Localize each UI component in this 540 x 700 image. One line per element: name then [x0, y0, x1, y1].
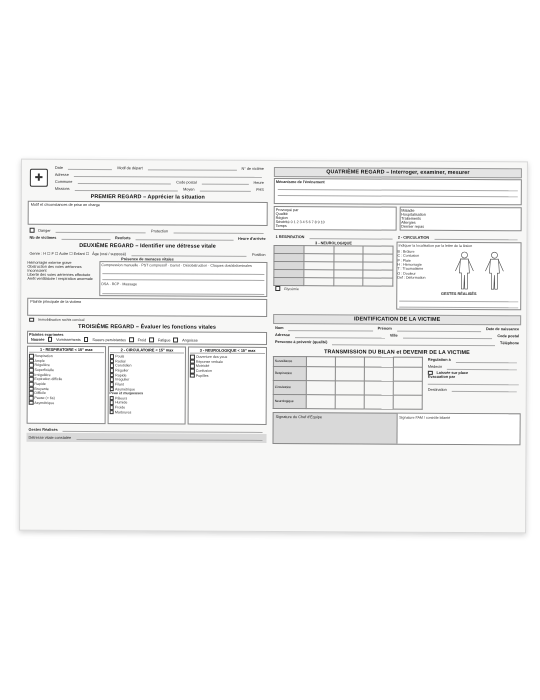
- skin-item-label: Humide: [114, 400, 128, 405]
- body-front-icon: [452, 251, 476, 291]
- neuro-items: [190, 355, 265, 379]
- neuro-item-label: Motricité: [195, 364, 210, 369]
- first-look-title: PREMIER REGARD – Apprécier la situation: [90, 194, 205, 201]
- renforts-label: Renforts: [115, 235, 131, 240]
- checkbox[interactable]: [109, 410, 114, 415]
- temps-label: Temps: [275, 224, 287, 229]
- resp-item-label: Bruyante: [34, 386, 49, 391]
- threats-label: Présence de menaces vitales: [121, 257, 174, 262]
- resp-item-label: Régulière: [34, 363, 50, 368]
- circ-title: 2 - CIRCULATOIRE < 15" max: [110, 348, 185, 353]
- surv-row-0: Surveillance: [273, 356, 306, 366]
- maladie-label: Maladie: [401, 208, 415, 213]
- qualite-label: Qualité: [275, 212, 288, 217]
- dernier-repas-label: Dernier repas: [401, 224, 425, 229]
- resp-item-label: Irrégulière: [34, 372, 51, 377]
- skin-item-label: Marbrures: [114, 410, 132, 415]
- protection-label: Protection: [151, 228, 169, 233]
- adresse-label: Adresse: [275, 333, 291, 338]
- second-look-title: DEUXIÈME REGARD – Identifier une détresse vitale: [79, 242, 216, 250]
- legend-item-1: C : Contusion: [397, 253, 420, 258]
- glycemie-label: Glycémie: [283, 286, 299, 291]
- legend-item-5: O : Douleur: [397, 271, 416, 276]
- dsa-text: DSA · RCP · Massage: [101, 282, 138, 287]
- naissance-label: Date de naissance: [485, 327, 520, 332]
- circ-item-label: Rapide: [115, 373, 127, 378]
- circ-item-label: Filant: [115, 382, 124, 387]
- detresse-label: Détresse vitale constatée: [28, 435, 72, 440]
- body-diagram[interactable]: [449, 250, 509, 292]
- gender-label: Genre : H ☐ F ☐ Autre ☐ Enfant ☐: [29, 251, 90, 257]
- medecin-label: Médecin: [427, 365, 443, 370]
- commune-label: Commune: [54, 179, 73, 184]
- allergies-label: Allergies: [401, 220, 416, 225]
- legend-item-4: T : Traumatisme: [397, 267, 424, 272]
- gestures-label: Gestes Réalisés: [28, 427, 58, 432]
- respiration-label: 1 RESPIRATION: [275, 234, 305, 240]
- fourth-look-title: QUATRIÈME REGARD – Interroger, examiner, mesurer: [274, 167, 522, 178]
- ville-label: Ville: [389, 333, 398, 338]
- respiratory-panel: [27, 346, 106, 424]
- circ-item-label: Carotidien: [115, 363, 132, 368]
- regulation-label: Régulation à: [427, 358, 451, 363]
- hemorrhage-label: Hémorragie externe grave: [27, 260, 72, 265]
- age-label: Âge (vrai / supposé): [92, 251, 127, 256]
- region-label: Région: [275, 216, 288, 221]
- circ-items: [109, 354, 184, 392]
- legend-item-3: H : Hémorragie: [397, 262, 422, 267]
- red-cross-logo-icon: ✚: [30, 169, 48, 187]
- danger-label: Danger: [38, 228, 51, 233]
- right-column: [272, 165, 522, 528]
- neuro-item-label: Confusion: [195, 368, 213, 373]
- complaint-box[interactable]: [27, 298, 267, 317]
- circulation-label: 2 - CIRCULATION: [397, 235, 430, 240]
- fhs-label: FHS: [256, 187, 264, 192]
- skin-item-3[interactable]: [109, 410, 184, 415]
- signature-label: Signature du Chef d'Équipe: [275, 414, 322, 420]
- traitements-label: Traitements: [401, 216, 422, 221]
- circumstances-label: Motif et circonstances de prise en charge: [30, 202, 100, 208]
- resp-item-label: Rapide: [34, 381, 46, 386]
- circ-item-label: Régulier: [115, 368, 129, 373]
- laisse-label: Laissée sur place: [436, 370, 469, 376]
- hospitalisation-label: Hospitalisation: [401, 212, 426, 217]
- neuro-title: 3 - NEUROLOGIQUE < 15" max: [190, 349, 265, 354]
- telephone-label: Téléphone: [500, 341, 520, 346]
- date-label: Date: [54, 165, 63, 170]
- lesion-legend: [397, 249, 449, 291]
- resp-item-label: Expiration difficile: [34, 377, 63, 382]
- severite-label: Sévérité: [275, 220, 290, 225]
- vomiting-label: Vomissements: [56, 337, 81, 342]
- tired-label: Fatigue: [157, 338, 171, 343]
- prevenir-label: Personne à prévenir (qualité): [275, 340, 328, 345]
- circumstances-box[interactable]: [28, 201, 268, 226]
- sweats-label: Sueurs persistantes: [92, 337, 127, 342]
- nausea-label: Nausée: [31, 337, 45, 342]
- address-label: Adresse: [54, 172, 69, 177]
- resp-item-label: Asymétrique: [34, 400, 55, 405]
- signature2-label: Signature FAM / contrôle bilanté: [396, 413, 520, 444]
- neuro-label: 3 - NEUROLOGIQUE: [315, 241, 352, 246]
- depart-label: Motif de départ: [117, 165, 143, 170]
- cp-label: Code postal: [497, 334, 520, 339]
- actions-text: Compression manuelle · PST compressif · Garrot · Désobstruction · Claques dos/abdominales: [101, 263, 252, 268]
- resp-item-10[interactable]: [29, 400, 104, 405]
- resp-item-label: Difficile: [34, 391, 46, 396]
- skin-title: Peau et muqueuses: [109, 391, 144, 396]
- circ-item-label: Pouls: [115, 354, 125, 359]
- unconscious-label: Inconscient: [27, 268, 47, 273]
- complaint-label: Plainte principale de la victime: [30, 299, 82, 304]
- neuro-item-label: Ouverture des yeux: [195, 354, 228, 360]
- signature-area[interactable]: [272, 412, 520, 445]
- victims-label: Nb de victimes: [29, 235, 57, 240]
- destination-label: Destination: [427, 387, 447, 392]
- circ-item-label: Asymétrique: [115, 387, 136, 392]
- evacuation-label: Évacuation par: [427, 375, 456, 380]
- resp-title: 1 - RESPIRATOIRE < 15" max: [29, 348, 104, 353]
- neuro-item-label: Pupilles: [195, 373, 209, 378]
- resp-item-label: Respiration: [34, 353, 53, 359]
- resp-item-label: Pause (> 6s): [34, 395, 55, 401]
- gestes-title: GESTES RÉALISÉS: [441, 291, 477, 296]
- checkbox[interactable]: [29, 400, 34, 405]
- arrival-label: Heure d'arrivée: [238, 236, 266, 241]
- airway-label: Liberté des voies aériennes effectuée: [27, 272, 91, 278]
- surveillance-table: [273, 356, 423, 410]
- severity-scale[interactable]: 0 1 2 3 4 5 6 7 8 9 10: [290, 220, 325, 225]
- skin-items: [109, 396, 184, 415]
- resp-item-label: Superficielle: [34, 367, 55, 373]
- resp-item-label: Ample: [34, 358, 45, 363]
- hour-label: Heure: [253, 180, 264, 185]
- postcode-label: Code postal: [176, 179, 197, 185]
- checkbox[interactable]: [190, 373, 195, 378]
- cold-label: Froid: [137, 337, 147, 343]
- circulatory-panel: [107, 346, 186, 424]
- position-label: Position: [251, 252, 266, 257]
- cardiac-label: Arrêt ventilatoire / respiration anormale: [27, 276, 93, 282]
- left-column: [26, 164, 268, 527]
- prenom-label: Prénom: [377, 326, 392, 331]
- moyen-label: Moyen: [183, 187, 195, 192]
- anxiety-label: Angoisse: [182, 338, 198, 343]
- resp-items: [29, 354, 104, 406]
- neck-label: Immobilisation rachis cervical: [37, 317, 85, 322]
- neurological-panel: [188, 347, 267, 425]
- neuro-table: [273, 245, 393, 287]
- neuro-item-label: Réponse verbale: [195, 359, 224, 364]
- skin-item-label: Pâleurs: [114, 396, 128, 401]
- identification-title: IDENTIFICATION DE LA VICTIME: [273, 314, 521, 325]
- nom-label: Nom: [275, 326, 284, 331]
- mecanisme-label: Mécanisme de l'événement: [275, 180, 325, 185]
- neuro-item-4[interactable]: [190, 373, 265, 378]
- legend-item-0: B : Brûlure: [397, 249, 415, 254]
- legend-item-2: P : Plaie: [397, 258, 411, 263]
- third-look-title: TROISIÈME REGARD – Évaluer les fonctions vitales: [78, 324, 217, 332]
- surv-row-3: Neurologique: [273, 394, 306, 408]
- legend-item-6: Def : Déformation: [397, 275, 426, 281]
- mecanisme-box[interactable]: [274, 178, 522, 205]
- missions-label: Missions: [54, 186, 70, 191]
- transmission-title: TRANSMISSION DU BILAN et DEVENIR DE LA VICTIME: [324, 349, 470, 356]
- victim-no-label: N° de victime: [241, 166, 264, 171]
- complaints-label: Plaintes exprimées: [29, 333, 64, 338]
- first-aid-report-form: [19, 159, 528, 534]
- surv-row-2: Circulatoire: [273, 380, 306, 394]
- circ-item-label: Irrégulier: [115, 377, 130, 382]
- locate-label: Indiquer la localisation par la lettre de la lésion: [398, 244, 473, 249]
- provoque-label: Provoqué par: [275, 208, 299, 213]
- surv-row-1: Respiratoire: [273, 366, 306, 380]
- body-back-icon: [482, 251, 506, 291]
- obstruction-label: Obstruction des voies aériennes: [27, 264, 82, 269]
- skin-item-label: Froide: [114, 405, 126, 410]
- circ-item-label: Radial: [115, 359, 126, 364]
